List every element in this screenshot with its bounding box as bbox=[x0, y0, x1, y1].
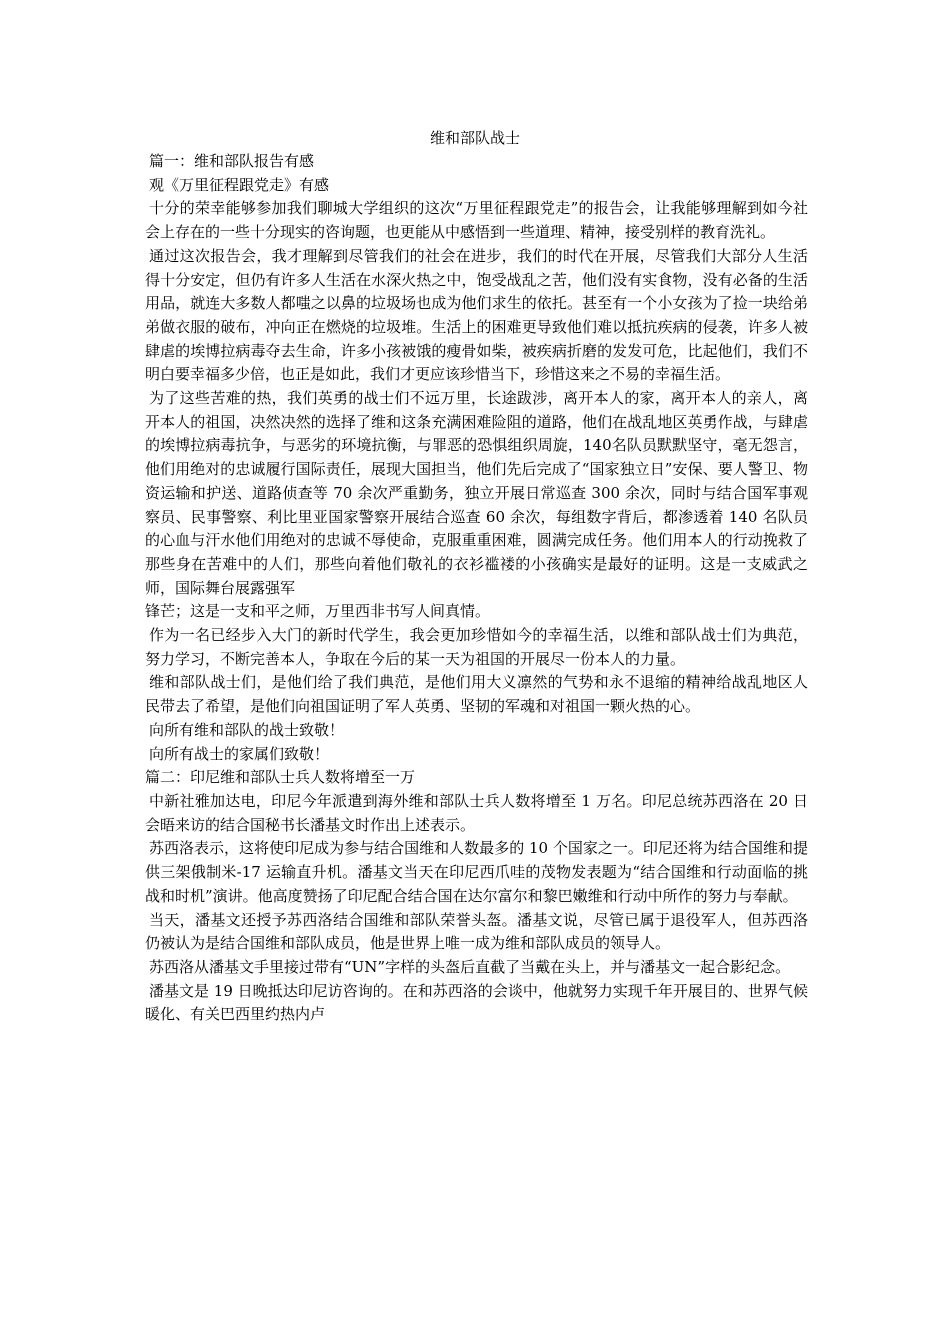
paragraph: 为了这些苦难的热，我们英勇的战士们不远万里，长途跋涉，离开本人的家，离开本人的亲人，离开本人的祖国，决然决然的选择了维和这条充满困难险阻的道路，他们在战乱地区英勇作战，与肆虐的埃博拉病毒抗争，与恶劣的环境抗衡，与罪恶的恐惧组织周旋，140名队员默默坚守，毫无怨言，他们用绝对的忠诚履行国际责任，展现大国担当，他们先后完成了“国家独立日”安保、要人警卫、物资运输和护送、道路侦查等 70 余次严重勤务，独立开展日常巡查 300 余次，同时与结合国军事观察员、民事警察、利比里亚国家警察开展结合巡查 60 余次，每组数字背后，都渗透着 140 名队员的心血与汗水他们用绝对的忠诚不辱使命，克服重重困难，圆满完成任务。他们用本人的行动挽救了那些身在苦难中的人们，那些向着他们敬礼的衣衫褴褛的小孩确实是最好的证明。这是一支威武之师，国际舞台展露强军 bbox=[145, 389, 808, 597]
paragraph: 十分的荣幸能够参加我们聊城大学组织的这次“万里征程跟党走”的报告会，让我能够理解到如今社会上存在的一些十分现实的咨询题，也更能从中感悟到一些道理、精神，接受别样的教育洗礼。 bbox=[145, 199, 808, 242]
paragraph: 苏西洛从潘基文手里接过带有“UN”字样的头盔后直截了当戴在头上，并与潘基文一起合影纪念。 bbox=[149, 957, 791, 976]
sub-heading: 观《万里征程跟党走》有感 bbox=[149, 175, 330, 194]
section-heading-2: 篇二：印尼维和部队士兵人数将增至一万 bbox=[145, 768, 416, 787]
document-body bbox=[145, 150, 808, 1027]
paragraph: 通过这次报告会，我才理解到尽管我们的社会在进步，我们的时代在开展，尽管我们大部分人生活得十分安定，但仍有许多人生活在水深火热之中，饱受战乱之苦，他们没有实食物，没有必备的生活用品，就连大多数人都嗤之以鼻的垃圾场也成为他们求生的依托。甚至有一个小女孩为了捡一块给弟弟做衣服的破布，冲向正在燃烧的垃圾堆。生活上的困难更导致他们难以抵抗疾病的侵袭，许多人被肆虐的埃博拉病毒夺去生命，许多小孩被饿的瘦骨如柴，被疾病折磨的发发可危，比起他们，我们不明白要幸福多少倍，也正是如此，我们才更应该珍惜当下，珍惜这来之不易的幸福生活。 bbox=[145, 246, 808, 384]
paragraph: 苏西洛表示，这将使印尼成为参与结合国维和人数最多的 10 个国家之一。印尼还将为结合国维和提供三架俄制米-17 运输直升机。潘基文当天在印尼西爪哇的茂物发表题为“结合国维和行动面临的挑战和时机”演讲。他高度赞扬了印尼配合结合国在达尔富尔和黎巴嫩维和行动中所作的努力与奉献。 bbox=[145, 839, 808, 905]
paragraph: 向所有维和部队的战士致敬！ bbox=[149, 720, 345, 739]
paragraph: 作为一名已经步入大门的新时代学生，我会更加珍惜如今的幸福生活，以维和部队战士们为典范，努力学习，不断完善本人，争取在今后的某一天为祖国的开展尽一份本人的力量。 bbox=[145, 626, 808, 668]
paragraph: 中新社雅加达电，印尼今年派遣到海外维和部队士兵人数将增至 1 万名。印尼总统苏西洛在 20 日会晤来访的结合国秘书长潘基文时作出上述表示。 bbox=[145, 791, 808, 834]
paragraph: 潘基文是 19 日晚抵达印尼访咨询的。在和苏西洛的会谈中，他就努力实现千年开展目的、世界气候暖化、有关巴西里约热内卢 bbox=[145, 981, 808, 1024]
paragraph: 锋芒；这是一支和平之师，万里西非书写人间真情。 bbox=[145, 602, 491, 621]
paragraph: 向所有战士的家属们致敬！ bbox=[149, 744, 330, 763]
document-title: 维和部队战士 bbox=[429, 129, 520, 147]
paragraph: 维和部队战士们，是他们给了我们典范，是他们用大义凛然的气势和永不退缩的精神给战乱地区人民带去了希望，是他们向祖国证明了军人英勇、坚韧的军魂和对祖国一颗火热的心。 bbox=[145, 673, 808, 716]
section-heading-1: 篇一：维和部队报告有感 bbox=[149, 152, 315, 170]
paragraph: 当天，潘基文还授予苏西洛结合国维和部队荣誉头盔。潘基文说，尽管已属于退役军人，但苏西洛仍被认为是结合国维和部队成员，他是世界上唯一成为维和部队成员的领导人。 bbox=[145, 910, 808, 953]
